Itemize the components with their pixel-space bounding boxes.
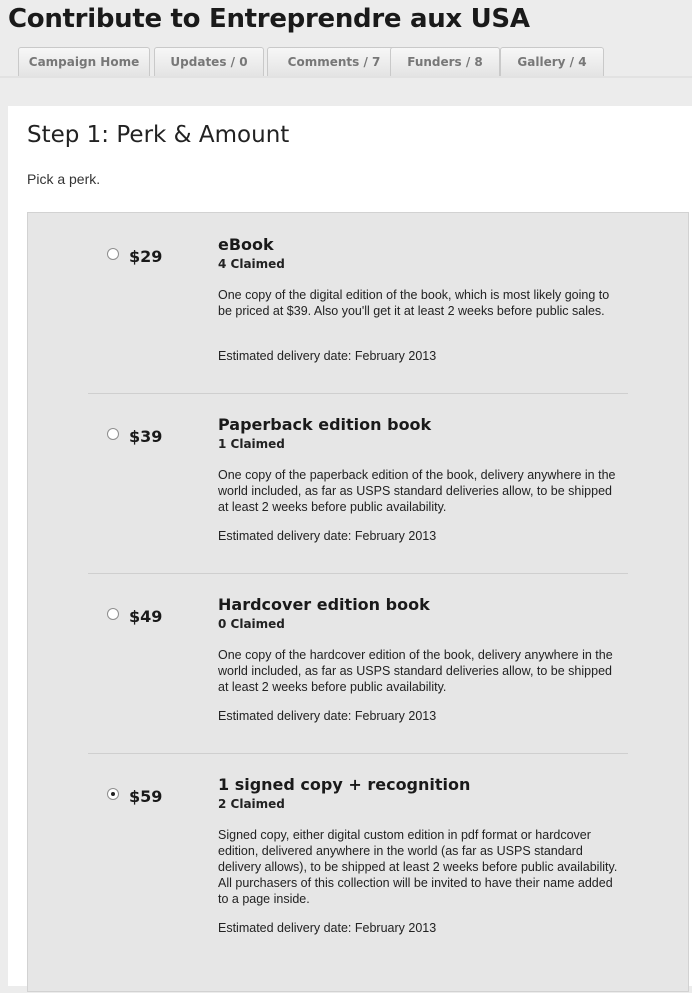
tab-updates[interactable]: Updates / 0 <box>154 47 264 77</box>
perk-delivery-date: Estimated delivery date: February 2013 <box>218 529 437 543</box>
perk-title: eBook <box>218 235 274 254</box>
step-instructions: Pick a perk. <box>27 171 101 187</box>
tab-campaign-home[interactable]: Campaign Home <box>18 47 150 77</box>
perk-delivery-date: Estimated delivery date: February 2013 <box>218 349 437 363</box>
perk-claimed-count: 1 Claimed <box>218 437 285 451</box>
tab-funders[interactable]: Funders / 8 <box>390 47 500 77</box>
perk-option[interactable] <box>88 573 628 754</box>
contribution-panel <box>8 106 692 986</box>
perk-radio[interactable] <box>107 248 119 260</box>
perk-claimed-count: 2 Claimed <box>218 797 285 811</box>
perk-description: Signed copy, either digital custom edition in pdf format or hardcover edition, delivered anywhere in the world (as far as USPS standard delivery allows), to be shipped at least 2 weeks before public availability. All purchasers of this collection will be invited to have their name added to a page inside. <box>218 828 618 906</box>
perk-title: Hardcover edition book <box>218 595 430 614</box>
perk-claimed-count: 4 Claimed <box>218 257 285 271</box>
perk-title: Paperback edition book <box>218 415 432 434</box>
perk-description: One copy of the hardcover edition of the book, delivery anywhere in the world included, as far as USPS standard deliveries allow, to be shipped at least 2 weeks before public availability. <box>218 648 613 694</box>
step-heading: Step 1: Perk & Amount <box>27 122 290 148</box>
tabs-divider <box>0 76 692 78</box>
page-title: Contribute to Entreprendre aux USA <box>8 4 530 34</box>
perk-delivery-date: Estimated delivery date: February 2013 <box>218 709 437 723</box>
perk-delivery-date: Estimated delivery date: February 2013 <box>218 921 437 935</box>
perk-title: 1 signed copy + recognition <box>218 775 471 794</box>
perk-price: $49 <box>129 607 163 626</box>
perk-price: $39 <box>129 427 163 446</box>
perk-description: One copy of the digital edition of the book, which is most likely going to be priced at $39. Also you'll get it at least 2 weeks before public sales. <box>218 288 610 318</box>
perk-option[interactable] <box>88 393 628 574</box>
perk-list <box>27 212 689 992</box>
perk-radio-selected[interactable] <box>107 788 119 800</box>
perk-price: $59 <box>129 787 163 806</box>
perk-option[interactable] <box>88 213 628 394</box>
perk-claimed-count: 0 Claimed <box>218 617 285 631</box>
perk-radio[interactable] <box>107 428 119 440</box>
perk-radio[interactable] <box>107 608 119 620</box>
perk-price: $29 <box>129 247 163 266</box>
perk-option[interactable] <box>88 753 628 993</box>
tab-gallery[interactable]: Gallery / 4 <box>500 47 604 77</box>
tab-comments[interactable]: Comments / 7 <box>267 47 401 77</box>
perk-description: One copy of the paperback edition of the book, delivery anywhere in the world included, as far as USPS standard deliveries allow, to be shipped at least 2 weeks before public availability. <box>218 468 616 514</box>
